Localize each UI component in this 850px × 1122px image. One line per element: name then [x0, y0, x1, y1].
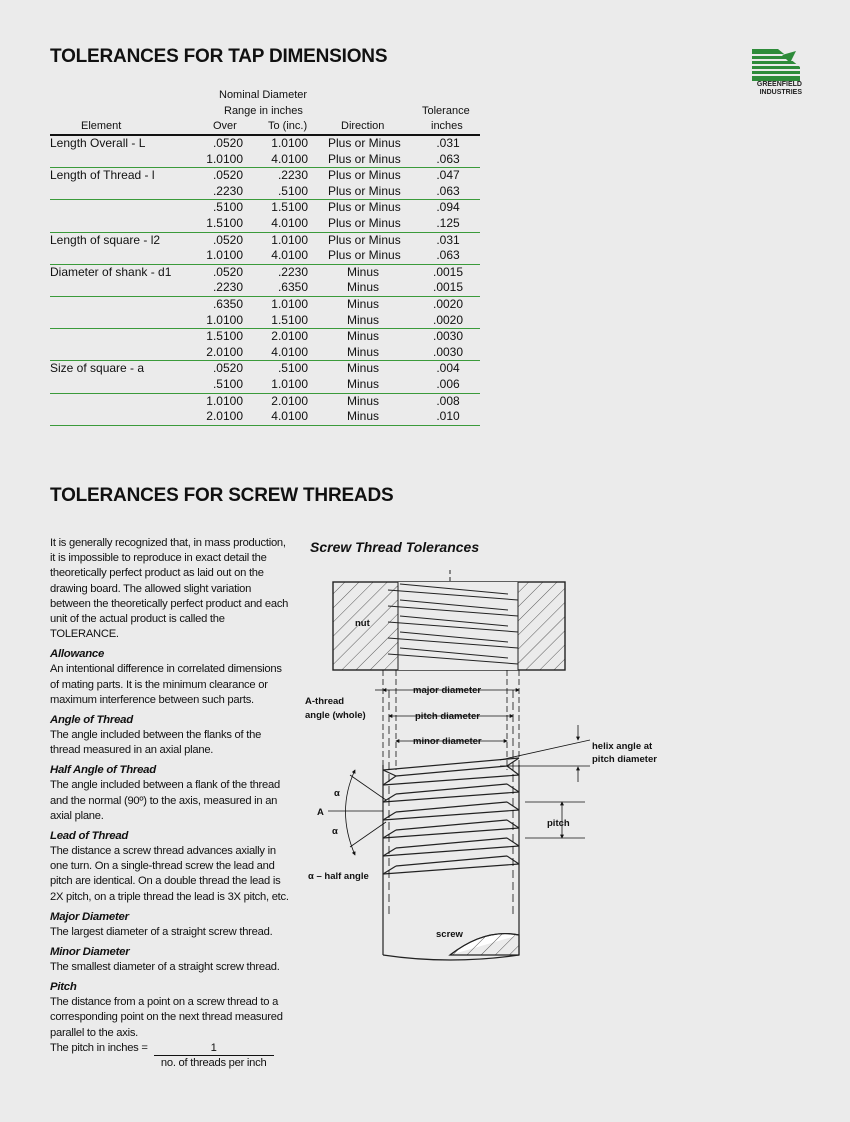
over-cell: 1.0100 [206, 393, 243, 408]
label-a-thread-2: angle (whole) [305, 710, 366, 721]
to-cell: 1.0100 [271, 296, 308, 311]
table-row [50, 136, 480, 152]
table-row [50, 360, 480, 377]
definition-term: Angle of Thread [50, 714, 133, 727]
over-cell: 1.5100 [206, 215, 243, 230]
header-over: Over [213, 120, 237, 132]
direction-cell: Minus [346, 329, 379, 344]
tolerance-cell: .0015 [432, 264, 464, 279]
table-row [50, 167, 480, 184]
direction-cell: Plus or Minus [328, 168, 401, 183]
label-nut: nut [355, 618, 370, 629]
to-cell: 1.0100 [271, 136, 308, 150]
logo-text-2: INDUSTRIES [759, 89, 802, 96]
definition-term: Lead of Thread [50, 830, 129, 843]
table-row [50, 313, 480, 329]
definition-term: Allowance [50, 648, 105, 661]
definition-text: An intentional difference in correlated dimensions of mating parts. It is the minimum clearance or maximum interference between such parts. [50, 663, 282, 706]
header-nominal: Nominal Diameter [219, 89, 308, 101]
to-cell: 4.0100 [271, 248, 308, 263]
over-cell: .6350 [212, 296, 243, 311]
definition-term: Major Diameter [50, 910, 129, 923]
to-cell: 1.0100 [271, 232, 308, 247]
to-cell: 4.0100 [271, 215, 308, 230]
definition-text: The smallest diameter of a straight screw thread. [50, 961, 280, 974]
direction-cell: Plus or Minus [328, 248, 401, 263]
screw-title: TOLERANCES FOR SCREW THREADS [50, 485, 394, 506]
formula-label: The pitch in inches = [50, 1041, 148, 1054]
over-cell: .5100 [212, 200, 243, 215]
tolerance-cell: .0015 [432, 280, 464, 295]
table-row [50, 152, 480, 168]
tolerance-cell: .010 [436, 409, 460, 424]
over-cell: .0520 [212, 361, 243, 376]
tolerance-cell: .047 [436, 168, 460, 183]
screw-thread-diagram [300, 570, 680, 970]
over-cell: 2.0100 [206, 409, 243, 424]
element-cell: Length of square - l2 [50, 232, 161, 247]
table-row [50, 199, 480, 216]
definition-text: The angle included between a flank of the thread and the normal (90º) to the axis, measured in an axial plane. [50, 779, 280, 822]
direction-cell: Plus or Minus [328, 183, 401, 198]
header-tolerance: Tolerance [422, 105, 470, 117]
to-cell: .6350 [277, 280, 308, 295]
over-cell: 1.0100 [206, 248, 243, 263]
logo-text-1: GREENFIELD [756, 81, 802, 88]
pitch-formula [50, 1041, 290, 1071]
label-a-thread-1: A-thread [305, 696, 345, 707]
element-cell: Length Overall - L [50, 136, 146, 150]
to-cell: 1.5100 [271, 200, 308, 215]
tolerance-cell: .094 [436, 200, 460, 215]
definition-term: Pitch [50, 981, 77, 994]
tolerance-cell: .063 [436, 151, 460, 166]
to-cell: 4.0100 [271, 344, 308, 359]
tolerance-cell: .008 [436, 393, 460, 408]
to-cell: 4.0100 [271, 409, 308, 424]
tolerance-cell: .0020 [432, 296, 464, 311]
label-half-angle: α – half angle [308, 871, 369, 882]
tolerance-cell: .0020 [432, 312, 464, 327]
over-cell: .0520 [212, 264, 243, 279]
direction-cell: Plus or Minus [328, 232, 401, 247]
table-bottom-rule [50, 425, 480, 426]
diagram-title: Screw Thread Tolerances [310, 539, 480, 555]
definition-term: Minor Diameter [50, 946, 130, 959]
to-cell: .2230 [277, 168, 308, 183]
over-cell: .0520 [212, 136, 243, 150]
formula-fraction [154, 1041, 274, 1071]
label-helix-1: helix angle at [592, 741, 653, 752]
header-element: Element [81, 120, 122, 132]
tolerance-cell: .0030 [432, 329, 464, 344]
header-inches: inches [431, 120, 463, 132]
to-cell: .5100 [277, 183, 308, 198]
direction-cell: Minus [346, 264, 379, 279]
table-row [50, 377, 480, 393]
intro-paragraph: It is generally recognized that, in mass production, it is impossible to reproduce in exact detail the theoretically perfect product as laid out on the drawing board. The allowed slight variation between the theoretically perfect product and each unit of the actual product is called the TOLERANCE. [50, 537, 289, 641]
element-cell: Length of Thread - l [50, 168, 155, 183]
direction-cell: Plus or Minus [328, 151, 401, 166]
definition-text: The distance a screw thread advances axially in one turn. On a single-thread screw the lead and pitch are identical. On a double thread the lead is 2X pitch, on a triple thread the lead is 3X pitch, etc. [50, 845, 289, 903]
label-helix-2: pitch diameter [592, 754, 657, 765]
over-cell: .2230 [212, 280, 243, 295]
definition-term: Half Angle of Thread [50, 764, 156, 777]
label-major-diameter: major diameter [413, 685, 482, 696]
direction-cell: Minus [346, 393, 379, 408]
screw-text [50, 536, 290, 1071]
table-row [50, 393, 480, 410]
greenfield-logo [752, 49, 802, 97]
direction-cell: Minus [346, 296, 379, 311]
table-row [50, 184, 480, 200]
to-cell: .2230 [277, 264, 308, 279]
tolerance-cell: .004 [436, 361, 460, 376]
to-cell: 1.5100 [271, 312, 308, 327]
definition-text: The distance from a point on a screw thread to a corresponding point on the next thread measured parallel to the axis. [50, 996, 283, 1039]
table-row [50, 232, 480, 249]
header-range: Range in inches [224, 105, 303, 117]
label-minor-diameter: minor diameter [413, 736, 482, 747]
direction-cell: Plus or Minus [328, 215, 401, 230]
tolerance-cell: .0030 [432, 344, 464, 359]
tolerance-cell: .031 [436, 136, 460, 150]
direction-cell: Minus [346, 361, 379, 376]
table-row [50, 280, 480, 296]
to-cell: 4.0100 [271, 151, 308, 166]
element-cell: Diameter of shank - d1 [50, 264, 172, 279]
over-cell: 1.5100 [206, 329, 243, 344]
label-pitch-diameter: pitch diameter [415, 711, 480, 722]
formula-denominator: no. of threads per inch [160, 1056, 267, 1069]
tap-title: TOLERANCES FOR TAP DIMENSIONS [50, 46, 388, 67]
over-cell: 2.0100 [206, 344, 243, 359]
tap-table-body [50, 136, 480, 426]
header-direction: Direction [341, 120, 385, 132]
over-cell: .0520 [212, 232, 243, 247]
over-cell: 1.0100 [206, 312, 243, 327]
greenfield-logo-icon [752, 49, 802, 81]
tap-table [50, 88, 480, 426]
table-row [50, 248, 480, 264]
direction-cell: Minus [346, 344, 379, 359]
over-cell: .2230 [212, 183, 243, 198]
definitions-list [50, 647, 290, 1040]
table-row [50, 328, 480, 345]
tolerance-cell: .006 [436, 376, 460, 391]
formula-numerator: 1 [154, 1041, 274, 1056]
table-row [50, 345, 480, 361]
direction-cell: Plus or Minus [328, 200, 401, 215]
tolerance-cell: .125 [436, 215, 460, 230]
to-cell: 2.0100 [271, 393, 308, 408]
to-cell: 1.0100 [271, 376, 308, 391]
to-cell: .5100 [277, 361, 308, 376]
table-row [50, 264, 480, 281]
direction-cell: Minus [346, 280, 379, 295]
direction-cell: Plus or Minus [328, 136, 401, 150]
label-a: A [317, 807, 324, 818]
over-cell: 1.0100 [206, 151, 243, 166]
direction-cell: Minus [346, 409, 379, 424]
definition-text: The angle included between the flanks of the thread measured in an axial plane. [50, 729, 262, 757]
table-row [50, 216, 480, 232]
over-cell: .5100 [212, 376, 243, 391]
direction-cell: Minus [346, 312, 379, 327]
over-cell: .0520 [212, 168, 243, 183]
tap-table-header [50, 88, 480, 136]
label-alpha-2: α [332, 826, 338, 837]
label-pitch: pitch [547, 818, 570, 829]
label-alpha-1: α [334, 788, 340, 799]
table-row [50, 409, 480, 425]
header-to: To (inc.) [268, 120, 308, 132]
tolerance-cell: .063 [436, 248, 460, 263]
element-cell: Size of square - a [50, 361, 145, 376]
to-cell: 2.0100 [271, 329, 308, 344]
direction-cell: Minus [346, 376, 379, 391]
tolerance-cell: .031 [436, 232, 460, 247]
definition-text: The largest diameter of a straight screw thread. [50, 925, 273, 938]
table-row [50, 296, 480, 313]
tolerance-cell: .063 [436, 183, 460, 198]
label-screw: screw [436, 929, 463, 940]
